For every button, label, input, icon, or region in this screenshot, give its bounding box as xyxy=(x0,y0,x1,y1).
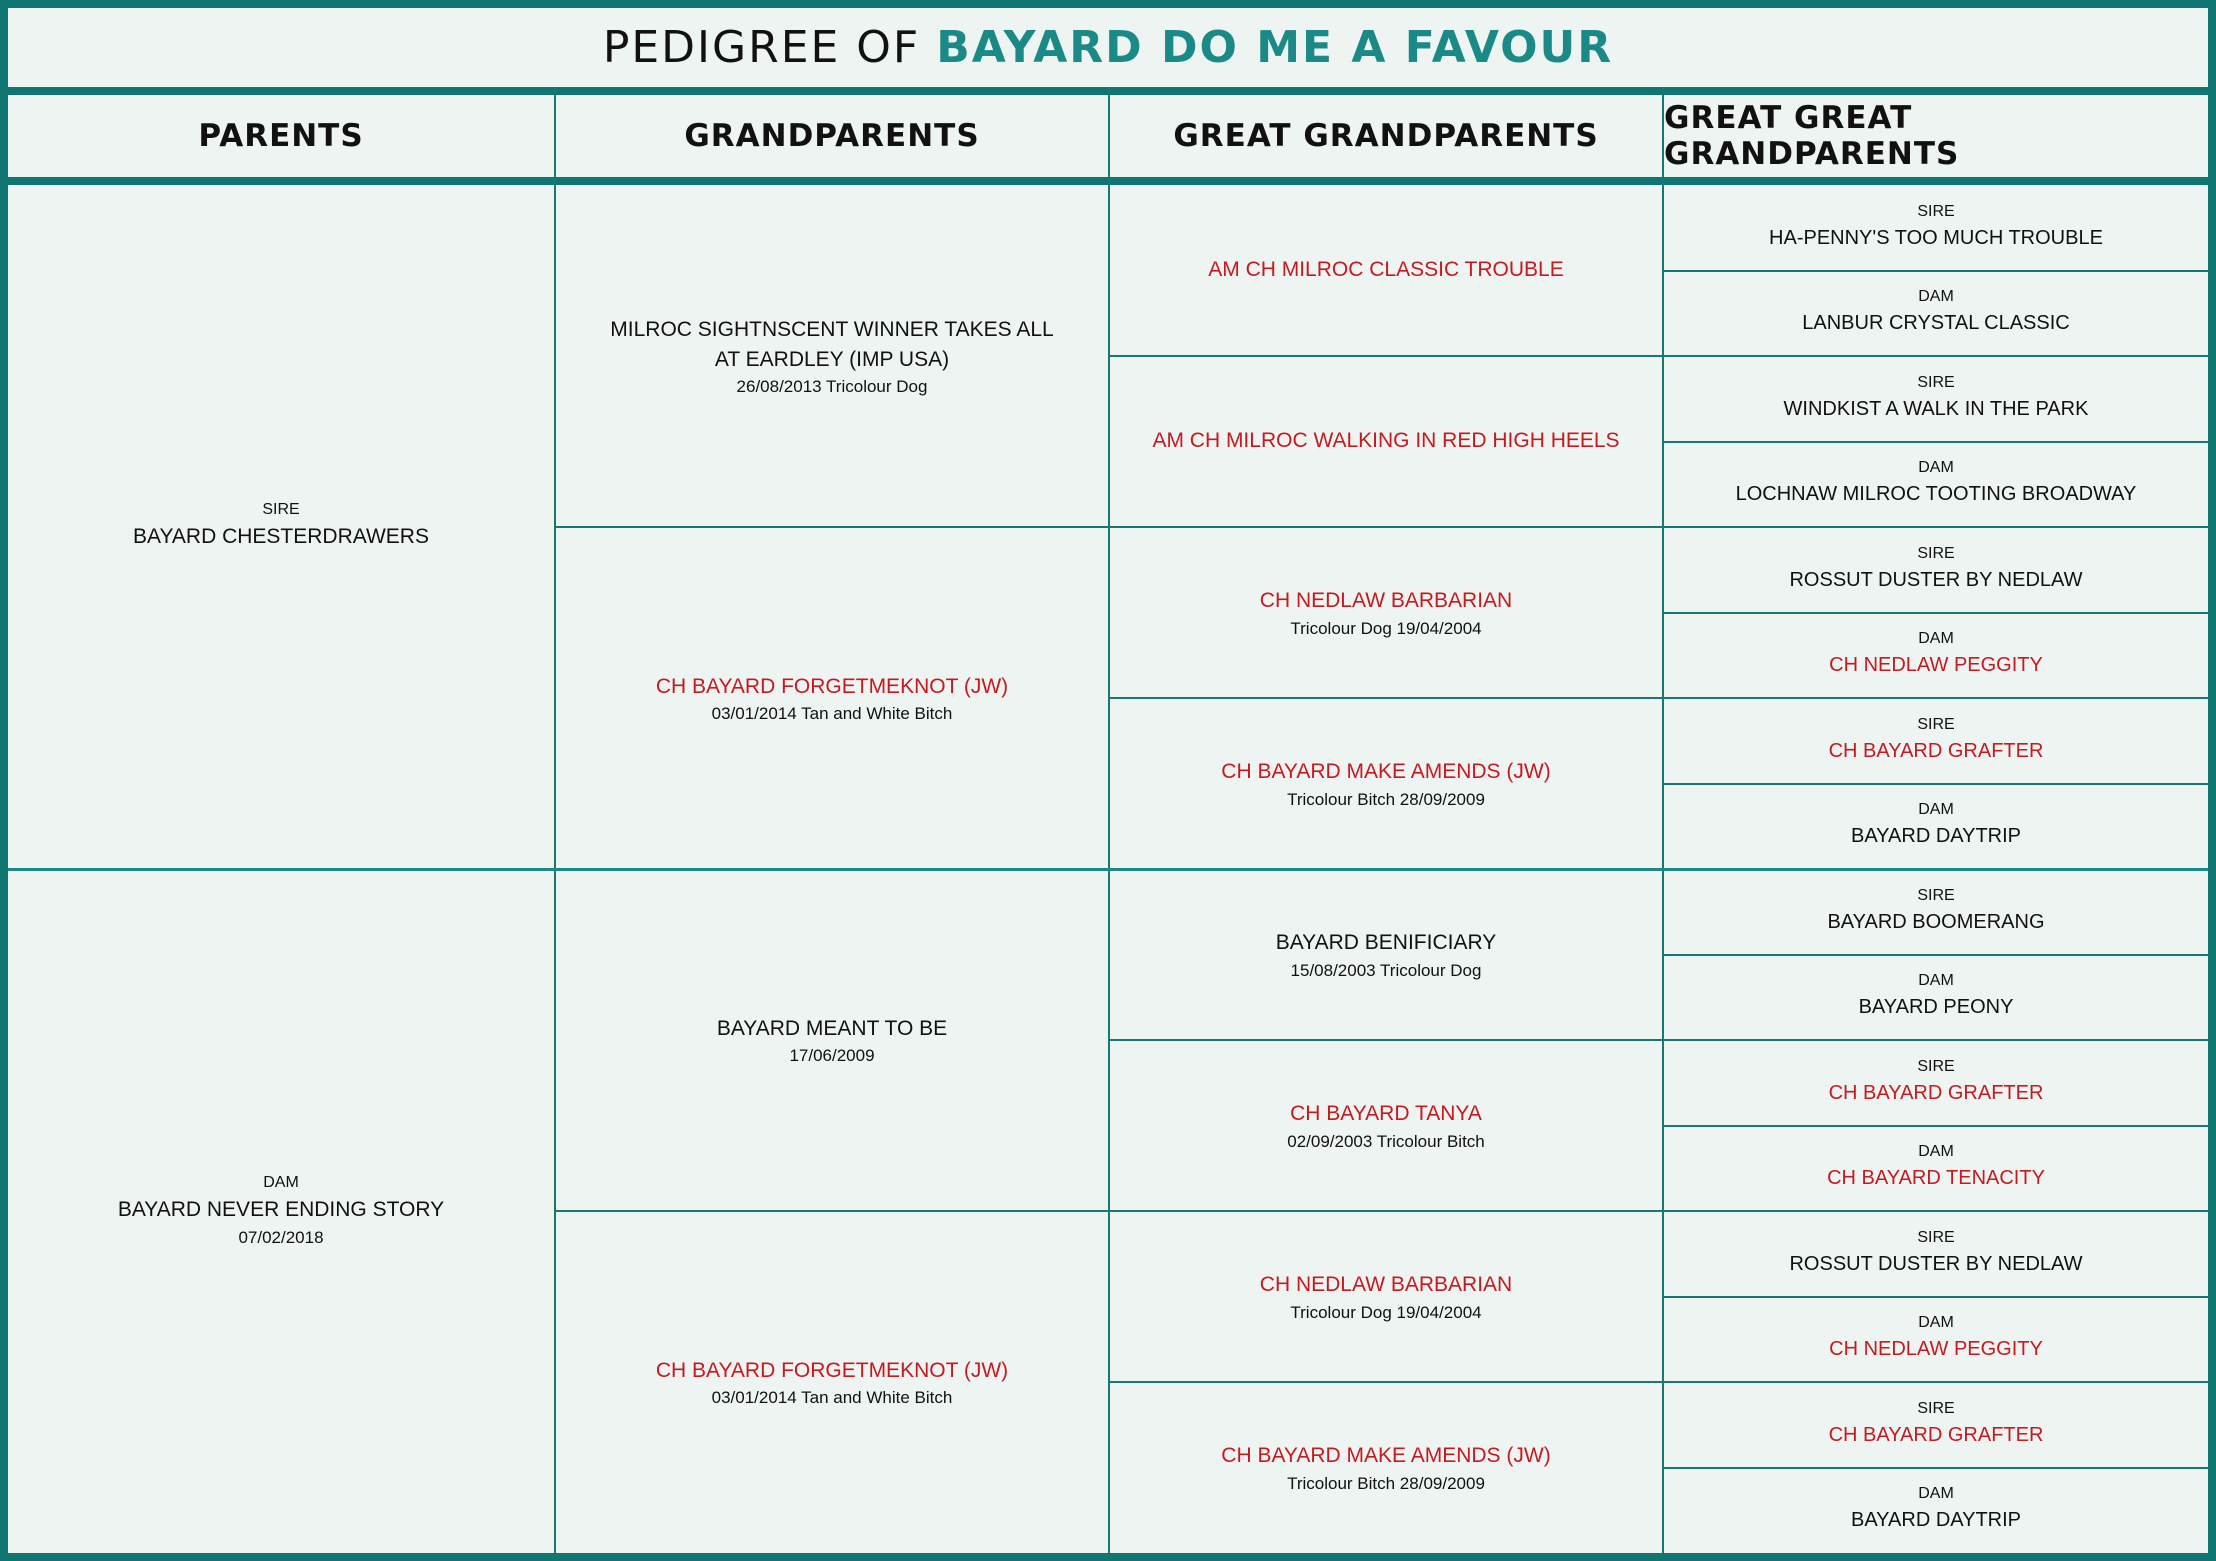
great-grandparents-cell xyxy=(1110,1040,1662,1211)
champion-name: CH BAYARD TANYA xyxy=(1290,1102,1482,1126)
row-divider xyxy=(1664,270,2208,272)
row-divider xyxy=(1110,697,2208,699)
header-great-grandparents: GREAT GRANDPARENTS xyxy=(1173,118,1599,154)
row-divider xyxy=(556,526,2208,528)
great-great-grandparents-cell xyxy=(1664,1468,2208,1554)
header-parents: PARENTS xyxy=(198,118,364,154)
champion-name: CH BAYARD GRAFTER xyxy=(1828,1423,2044,1446)
role-label: SIRE xyxy=(262,501,300,519)
role-label: DAM xyxy=(1918,1314,1954,1332)
role-label: SIRE xyxy=(1917,373,1955,391)
row-divider xyxy=(1664,954,2208,956)
champion-name: AM CH MILROC CLASSIC TROUBLE xyxy=(1208,258,1564,282)
row-divider xyxy=(1110,355,2208,357)
dog-details: 15/08/2003 Tricolour Dog xyxy=(1290,960,1482,980)
dog-name: BAYARD BENIFICIARY xyxy=(1275,931,1497,955)
column-divider xyxy=(1662,87,1664,1553)
champion-name: CH NEDLAW BARBARIAN xyxy=(1259,589,1513,613)
header-great-great-grandparents: GREAT GREAT GRANDPARENTS xyxy=(1664,100,1960,172)
role-label: DAM xyxy=(1918,459,1954,477)
row-divider xyxy=(1664,441,2208,443)
dog-name: HA-PENNY'S TOO MUCH TROUBLE xyxy=(1769,226,2103,249)
champion-name: CH NEDLAW PEGGITY xyxy=(1829,1338,2043,1361)
champion-name: CH BAYARD GRAFTER xyxy=(1828,739,2044,762)
dog-details: 03/01/2014 Tan and White Bitch xyxy=(711,1388,953,1408)
champion-name: CH BAYARD MAKE AMENDS (JW) xyxy=(1221,1444,1551,1468)
great-grandparents-cell xyxy=(1110,698,1662,869)
dog-details: 07/02/2018 xyxy=(238,1227,324,1247)
role-label: DAM xyxy=(1918,288,1954,306)
dog-name: BAYARD CHESTERDRAWERS xyxy=(133,525,429,549)
dog-details: 17/06/2009 xyxy=(789,1046,875,1066)
great-grandparents-cell xyxy=(1110,1382,1662,1553)
dog-details: Tricolour Dog 19/04/2004 xyxy=(1290,618,1482,638)
great-great-grandparents-cell xyxy=(1664,1297,2208,1383)
great-grandparents-cell xyxy=(1110,185,1662,356)
great-great-grandparents-cell xyxy=(1664,784,2208,870)
dog-name: BAYARD PEONY xyxy=(1858,996,2014,1019)
grandparents-cell xyxy=(556,185,1108,527)
great-great-grandparents-cell xyxy=(1664,1382,2208,1468)
grandparents-cell xyxy=(556,527,1108,869)
row-divider xyxy=(556,1210,2208,1212)
dog-details: 03/01/2014 Tan and White Bitch xyxy=(711,704,953,724)
header-grandparents: GRANDPARENTS xyxy=(684,118,980,154)
role-label: SIRE xyxy=(1917,886,1955,904)
grandparents-cell xyxy=(556,1211,1108,1553)
parents-cell xyxy=(8,869,554,1553)
role-label: DAM xyxy=(1918,972,1954,990)
great-great-grandparents-cell xyxy=(1664,185,2208,271)
parents-cell xyxy=(8,185,554,869)
dog-name: BAYARD DAYTRIP xyxy=(1850,1509,2022,1532)
role-label: DAM xyxy=(1918,801,1954,819)
great-grandparents-cell xyxy=(1110,869,1662,1040)
column-divider xyxy=(554,87,556,1553)
title-dog-name: BAYARD DO ME A FAVOUR xyxy=(936,22,1614,73)
role-label: SIRE xyxy=(1917,715,1955,733)
role-label: SIRE xyxy=(1917,1228,1955,1246)
row-divider xyxy=(1664,1125,2208,1127)
great-grandparents-cell xyxy=(1110,356,1662,527)
dog-name: LOCHNAW MILROC TOOTING BROADWAY xyxy=(1735,483,2137,506)
dog-name: ROSSUT DUSTER BY NEDLAW xyxy=(1789,1252,2083,1275)
great-great-grandparents-cell xyxy=(1664,1040,2208,1126)
champion-name: CH BAYARD TENACITY xyxy=(1827,1167,2045,1190)
dog-name: BAYARD MEANT TO BE xyxy=(716,1016,948,1040)
great-great-grandparents-cell xyxy=(1664,698,2208,784)
role-label: SIRE xyxy=(1917,1399,1955,1417)
row-divider xyxy=(1110,1381,2208,1383)
dog-name: MILROC SIGHTNSCENT WINNER TAKES ALL AT EARDLEY (IMP USA) xyxy=(610,317,1054,371)
great-great-grandparents-cell xyxy=(1664,613,2208,699)
row-divider xyxy=(8,868,2208,871)
role-label: SIRE xyxy=(1917,544,1955,562)
champion-name: CH NEDLAW PEGGITY xyxy=(1829,654,2043,677)
dog-details: Tricolour Dog 19/04/2004 xyxy=(1290,1302,1482,1322)
champion-name: AM CH MILROC WALKING IN RED HIGH HEELS xyxy=(1152,429,1620,453)
row-divider xyxy=(1110,1039,2208,1041)
column-divider xyxy=(1108,87,1110,1553)
dog-name: WINDKIST A WALK IN THE PARK xyxy=(1783,397,2089,420)
champion-name: CH BAYARD FORGETMEKNOT (JW) xyxy=(655,674,1009,698)
great-great-grandparents-cell xyxy=(1664,869,2208,955)
role-label: DAM xyxy=(1918,1143,1954,1161)
row-divider xyxy=(1664,612,2208,614)
role-label: DAM xyxy=(1918,1485,1954,1503)
great-great-grandparents-cell xyxy=(1664,955,2208,1041)
row-divider xyxy=(1664,783,2208,785)
row-divider xyxy=(1664,1467,2208,1469)
role-label: SIRE xyxy=(1917,1057,1955,1075)
great-great-grandparents-cell xyxy=(1664,1126,2208,1212)
dog-name: BAYARD DAYTRIP xyxy=(1850,825,2022,848)
dog-name: BAYARD NEVER ENDING STORY xyxy=(117,1198,445,1222)
dog-details: 02/09/2003 Tricolour Bitch xyxy=(1287,1131,1485,1151)
role-label: DAM xyxy=(1918,630,1954,648)
champion-name: CH BAYARD FORGETMEKNOT (JW) xyxy=(655,1358,1009,1382)
great-grandparents-cell xyxy=(1110,527,1662,698)
great-grandparents-cell xyxy=(1110,1211,1662,1382)
great-great-grandparents-cell xyxy=(1664,356,2208,442)
role-label: SIRE xyxy=(1917,202,1955,220)
great-great-grandparents-cell xyxy=(1664,1211,2208,1297)
great-great-grandparents-cell xyxy=(1664,442,2208,528)
title-prefix: PEDIGREE OF xyxy=(602,22,921,73)
champion-name: CH NEDLAW BARBARIAN xyxy=(1259,1273,1513,1297)
dog-details: 26/08/2013 Tricolour Dog xyxy=(736,377,928,397)
dog-name: ROSSUT DUSTER BY NEDLAW xyxy=(1789,568,2083,591)
dog-details: Tricolour Bitch 28/09/2009 xyxy=(1287,789,1485,809)
champion-name: CH BAYARD MAKE AMENDS (JW) xyxy=(1221,760,1551,784)
dog-details: Tricolour Bitch 28/09/2009 xyxy=(1287,1473,1485,1493)
champion-name: CH BAYARD GRAFTER xyxy=(1828,1081,2044,1104)
great-great-grandparents-cell xyxy=(1664,527,2208,613)
row-divider xyxy=(1664,1296,2208,1298)
great-great-grandparents-cell xyxy=(1664,271,2208,357)
dog-name: LANBUR CRYSTAL CLASSIC xyxy=(1802,312,2070,335)
grandparents-cell xyxy=(556,869,1108,1211)
page-title xyxy=(8,8,2208,87)
role-label: DAM xyxy=(263,1174,299,1192)
dog-name: BAYARD BOOMERANG xyxy=(1827,910,2045,933)
